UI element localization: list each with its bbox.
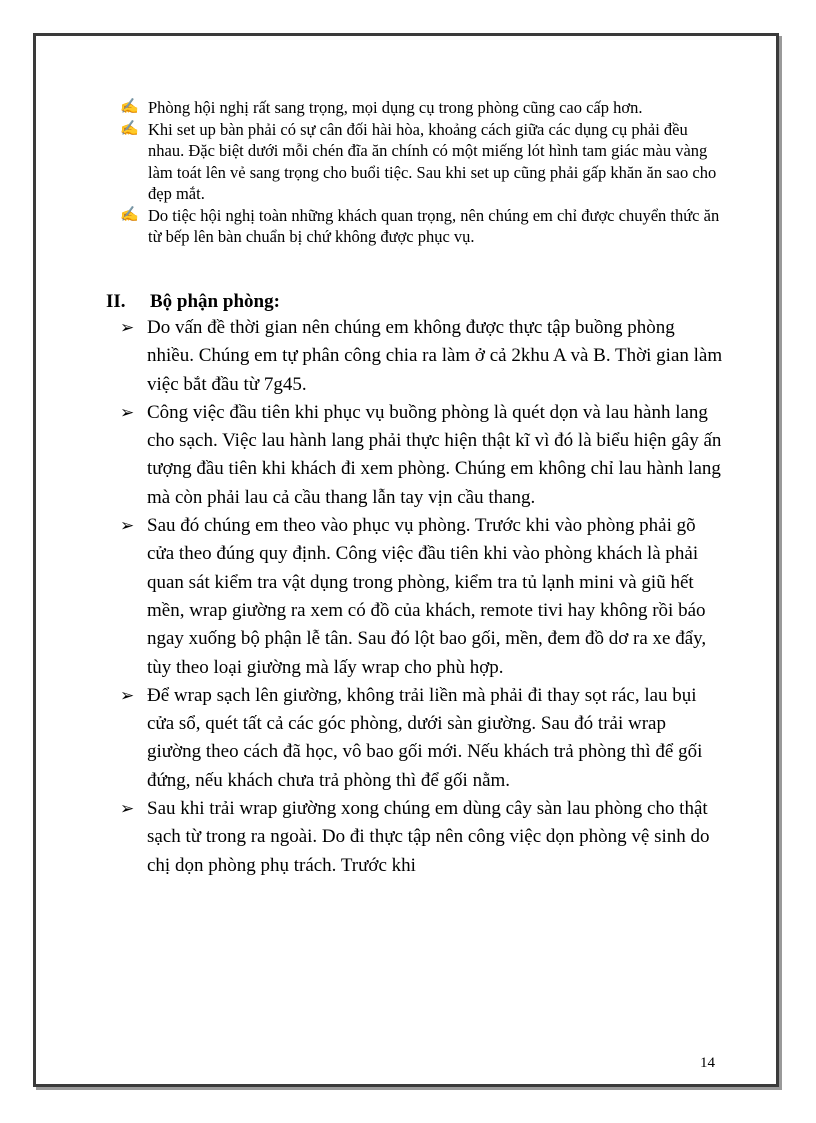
list-item: ✍ Khi set up bàn phải có sự cân đối hài hòa, khoảng cách giữa các dụng cụ phải đều nhau. Đặc biệt dưới mỗi chén đĩa ăn chính có một miếng lót hình tam giác màu vàng làm toát lên vẻ sang trọng cho buổi tiệc. Sau khi set up cũng phải gấp khăn ăn sao cho đẹp mắt. bbox=[120, 119, 717, 203]
section-heading bbox=[106, 289, 280, 315]
list-item: ➢ Do vấn đề thời gian nên chúng em không được thực tập buồng phòng nhiều. Chúng em tự phân công chia ra làm ở cả 2khu A và B. Thời gian làm việc bắt đầu từ 7g45. bbox=[120, 314, 724, 399]
list-item: ➢ Sau đó chúng em theo vào phục vụ phòng. Trước khi vào phòng phải gõ cửa theo đúng quy định. Công việc đầu tiên khi vào phòng khách là phải quan sát kiểm tra vật dụng trong phòng, kiểm tra tủ lạnh mini và giũ hết mền, wrap giường ra xem có đồ của khách, remote tivi hay không rồi báo ngay xuống bộ phận lễ tân. Sau đó lột bao gối, mền, đem đồ dơ ra xe đẩy, tùy theo loại giường mà lấy wrap cho phù hợp. bbox=[120, 512, 724, 682]
arrow-bullet-icon: ➢ bbox=[120, 799, 135, 819]
list-item: ➢ Để wrap sạch lên giường, không trải liền mà phải đi thay sọt rác, lau bụi cửa sổ, quét tất cả các góc phòng, dưới sàn giường. Sau đó trải wrap giường theo cách đã học, vô bao gối mới. Nếu khách trả phòng thì để gối đứng, nếu khách chưa trả phòng thì để gối nằm. bbox=[120, 682, 724, 795]
list-item: ✍ Do tiệc hội nghị toàn những khách quan trọng, nên chúng em chỉ được chuyển thức ăn từ bếp lên bàn chuẩn bị chứ không được phục vụ. bbox=[120, 205, 720, 246]
arrow-bullet-icon: ➢ bbox=[120, 685, 135, 705]
paragraph-line: cho sạch. Việc lau hành lang phải thực hiện thật kĩ vì đó là biểu hiện gây ấn tượng đầu tiên khi khách đi xem phòng. Chúng em không chỉ lau hành lang mà còn phải lau cả cầu thang lẫn tay vịn cầu thang. bbox=[147, 430, 722, 508]
small-bullet-list bbox=[120, 97, 720, 248]
pen-hand-icon: ✍ bbox=[120, 206, 139, 223]
arrow-bullet-icon: ➢ bbox=[120, 318, 135, 337]
section-title: Bộ phận phòng: bbox=[150, 291, 280, 312]
arrow-bullet-icon: ➢ bbox=[120, 516, 135, 536]
list-item: ➢ Sau khi trải wrap giường xong chúng em dùng cây sàn lau phòng cho thật sạch từ trong ra ngoài. Do đi thực tập nên công việc dọn phòng vệ sinh do chị dọn phòng phụ trách. Trước khi bbox=[120, 795, 724, 880]
pen-hand-icon: ✍ bbox=[120, 99, 139, 115]
list-item: ✍ Phòng hội nghị rất sang trọng, mọi dụng cụ trong phòng cũng cao cấp hơn. bbox=[120, 98, 643, 117]
list-item bbox=[120, 399, 724, 512]
paragraph-line: Công việc đầu tiên khi phục vụ buồng phòng là quét dọn và lau hành lang bbox=[147, 401, 708, 423]
page-number: 14 bbox=[700, 1055, 715, 1071]
pen-hand-icon: ✍ bbox=[120, 120, 139, 137]
big-bullet-list bbox=[120, 314, 724, 880]
section-number: II. bbox=[106, 291, 126, 312]
arrow-bullet-icon: ➢ bbox=[120, 402, 135, 422]
